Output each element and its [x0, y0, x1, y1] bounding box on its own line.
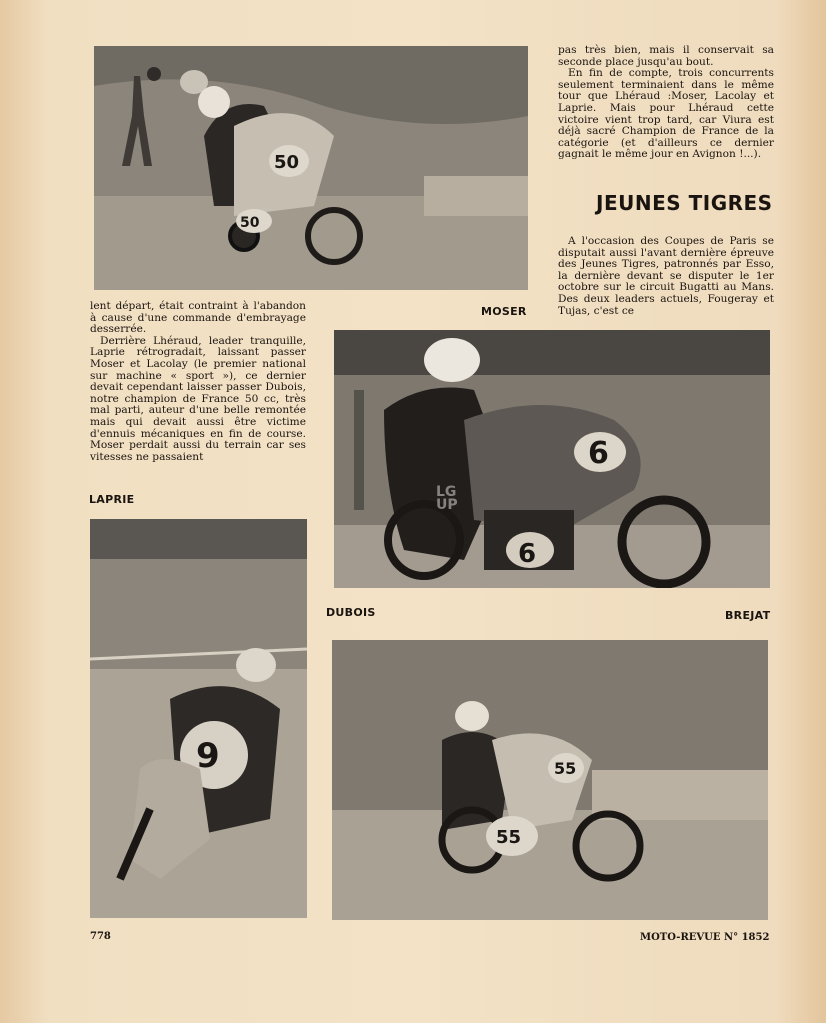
article-paragraph: lent départ, était contraint à l'abandon à cause d'une commande d'embrayage desserrée. — [90, 300, 306, 336]
photo-brejat — [332, 640, 768, 920]
article-col-left — [90, 301, 306, 463]
photo-rider-50 — [94, 46, 528, 290]
brejat-fairing-number: 55 — [554, 759, 577, 778]
article-paragraph: A l'occasion des Coupes de Paris se disputait aussi l'avant dernière épreuve des Jeunes Tigres, patronnés par Esso, la dernière devant se disputer le 1er octobre sur le circuit Bugatti au Mans. Des deux leaders actuels, Fougeray et Tujas, c'est ce — [558, 235, 774, 317]
publication-issue: MOTO-REVUE N° 1852 — [640, 932, 770, 943]
watermark-logo — [422, 486, 458, 512]
page-number: 778 — [90, 931, 111, 942]
rider-50-front-number: 50 — [240, 215, 260, 231]
photo-moser-image — [334, 330, 770, 588]
watermark-line: LG — [436, 484, 457, 500]
article-paragraph: Derrière Lhéraud, leader tranquille, Laprie rétrogradait, laissant passer Moser et Lacolay (le premier national sur machine « sport »), ce dernier devait cependant laisser passer Dubois, notre champion de France 50 cc, très mal parti, auteur d'une belle remontée mais qui devait aussi être victime d'ennuis mécaniques en fin de course. Moser perdait aussi du terrain car ses vitesses ne passaient — [90, 334, 306, 463]
photo-laprie — [90, 519, 307, 918]
article-col-right-top — [558, 45, 774, 161]
laprie-fairing-number: 9 — [196, 736, 220, 776]
caption-moser: MOSER — [481, 305, 527, 318]
article-paragraph: En fin de compte, trois concurrents seulement terminaient dans le même tour que Lhéraud :Moser, Lacolay et Laprie. Mais pour Lhéraud cette victoire vient trop tard, car Viura est déjà sacré Champion de France de la catégorie (et d'ailleurs ce dernier gagnait le même jour en Avignon !...). — [558, 67, 774, 161]
caption-laprie: LAPRIE — [89, 493, 135, 506]
moser-fairing-number: 6 — [588, 436, 609, 471]
photo-brejat-image — [332, 640, 768, 920]
caption-brejat: BREJAT — [725, 609, 771, 622]
photo-rider-50-image — [94, 46, 528, 290]
caption-dubois: DUBOIS — [326, 606, 376, 619]
article-col-right-section — [558, 236, 774, 317]
photo-moser — [334, 330, 770, 588]
article-paragraph: pas très bien, mais il conservait sa seconde place jusqu'au bout. — [558, 44, 774, 68]
section-heading: JEUNES TIGRES — [596, 191, 773, 215]
watermark-line: UP — [436, 497, 458, 513]
rider-50-fairing-number: 50 — [274, 152, 300, 173]
brejat-front-number: 55 — [496, 827, 522, 848]
moser-front-number: 6 — [518, 539, 537, 569]
photo-laprie-image — [90, 519, 307, 918]
